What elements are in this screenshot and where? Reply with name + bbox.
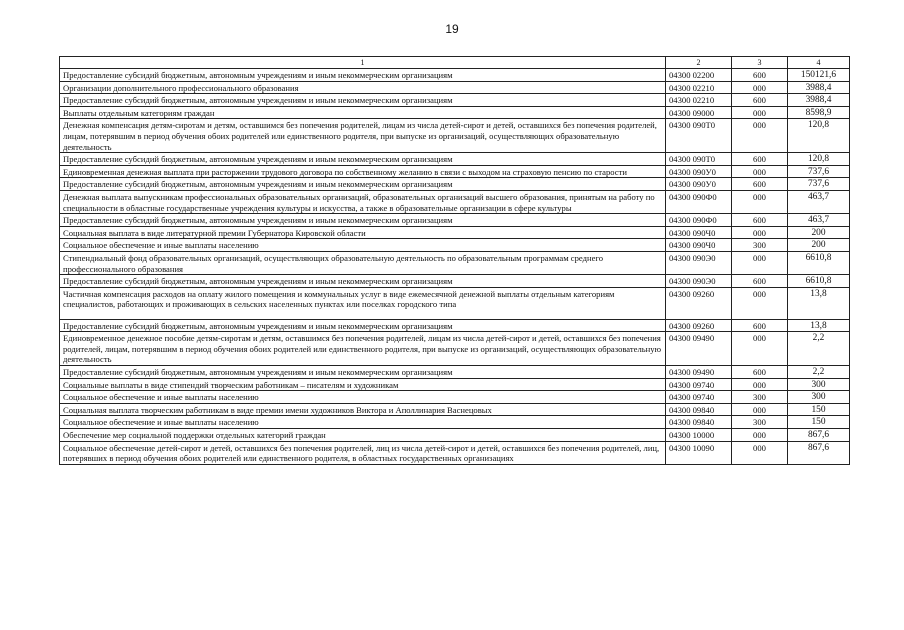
- row-code: 04300 090Ф0: [666, 214, 732, 227]
- row-expense-type: 600: [732, 153, 788, 166]
- row-code: 04300 02200: [666, 69, 732, 82]
- row-sum: 2,2: [788, 332, 850, 366]
- table-row: [60, 239, 850, 252]
- row-name: Социальное обеспечение и иные выплаты населению: [60, 391, 666, 404]
- row-expense-type: 000: [732, 378, 788, 391]
- row-name: Денежная выплата выпускникам профессиональных образовательных организаций, образовательных организаций высшего образования, принятым на работу по специальности в областные государственные учреждения культуры и искусства, а также в образовательные организации в сфере культуры: [60, 190, 666, 213]
- table-body: [60, 69, 850, 465]
- row-sum: 200: [788, 239, 850, 252]
- row-sum: 120,8: [788, 119, 850, 153]
- row-code: 04300 09260: [666, 287, 732, 319]
- table-row: [60, 429, 850, 442]
- row-code: 04300 090Ч0: [666, 239, 732, 252]
- header-col-1: 1: [60, 57, 666, 69]
- row-sum: 150: [788, 416, 850, 429]
- row-code: 04300 090У0: [666, 178, 732, 191]
- row-sum: 867,6: [788, 441, 850, 464]
- row-expense-type: 000: [732, 441, 788, 464]
- row-expense-type: 300: [732, 239, 788, 252]
- table-row: [60, 441, 850, 464]
- row-name: Выплаты отдельным категориям граждан: [60, 106, 666, 119]
- row-sum: 8598,9: [788, 106, 850, 119]
- row-expense-type: 000: [732, 226, 788, 239]
- header-col-4: 4: [788, 57, 850, 69]
- table-row: [60, 287, 850, 319]
- row-name: Предоставление субсидий бюджетным, автономным учреждениям и иным некоммерческим организациям: [60, 94, 666, 107]
- row-sum: 737,6: [788, 165, 850, 178]
- row-name: Частичная компенсация расходов на оплату жилого помещения и коммунальных услуг в виде ежемесячной денежной выплаты отдельным категориям специалистов, работающих и проживающих в сельских населенных пунктах или поселках городского типа: [60, 287, 666, 319]
- row-code: 04300 09740: [666, 378, 732, 391]
- table-row: [60, 226, 850, 239]
- row-code: 04300 10090: [666, 441, 732, 464]
- row-sum: 463,7: [788, 214, 850, 227]
- row-sum: 150: [788, 403, 850, 416]
- table-row: [60, 251, 850, 274]
- row-name: Предоставление субсидий бюджетным, автономным учреждениям и иным некоммерческим организациям: [60, 319, 666, 332]
- table-row: [60, 106, 850, 119]
- row-expense-type: 600: [732, 319, 788, 332]
- row-code: 04300 090У0: [666, 165, 732, 178]
- row-expense-type: 000: [732, 119, 788, 153]
- row-name: Предоставление субсидий бюджетным, автономным учреждениям и иным некоммерческим организациям: [60, 153, 666, 166]
- row-name: Организации дополнительного профессионального образования: [60, 81, 666, 94]
- row-expense-type: 600: [732, 69, 788, 82]
- row-name: Предоставление субсидий бюджетным, автономным учреждениям и иным некоммерческим организациям: [60, 214, 666, 227]
- row-sum: 200: [788, 226, 850, 239]
- row-code: 04300 090Э0: [666, 275, 732, 288]
- row-code: 04300 10000: [666, 429, 732, 442]
- row-expense-type: 000: [732, 403, 788, 416]
- row-sum: 2,2: [788, 366, 850, 379]
- row-expense-type: 000: [732, 429, 788, 442]
- table-row: [60, 94, 850, 107]
- row-name: Предоставление субсидий бюджетным, автономным учреждениям и иным некоммерческим организациям: [60, 275, 666, 288]
- row-sum: 150121,6: [788, 69, 850, 82]
- row-name: Стипендиальный фонд образовательных организаций, осуществляющих образовательную деятельность по образовательным программам среднего профессионального образования: [60, 251, 666, 274]
- table-row: [60, 319, 850, 332]
- row-expense-type: 300: [732, 391, 788, 404]
- table-row: [60, 378, 850, 391]
- row-name: Предоставление субсидий бюджетным, автономным учреждениям и иным некоммерческим организациям: [60, 69, 666, 82]
- table-row: [60, 332, 850, 366]
- table-row: [60, 416, 850, 429]
- row-code: 04300 09840: [666, 416, 732, 429]
- row-sum: 867,6: [788, 429, 850, 442]
- table-row: [60, 69, 850, 82]
- row-sum: 6610,8: [788, 251, 850, 274]
- row-name: Предоставление субсидий бюджетным, автономным учреждениям и иным некоммерческим организациям: [60, 178, 666, 191]
- row-code: 04300 02210: [666, 94, 732, 107]
- row-name: Денежная компенсация детям-сиротам и детям, оставшимся без попечения родителей, лицам из числа детей-сирот и детей, оставшихся без попечения родителей, лицам, потерявшим в период обучения обоих родителей или единственного родителя, при выпуске из организаций, осуществляющих образовательную деятельность: [60, 119, 666, 153]
- table-row: [60, 366, 850, 379]
- row-sum: 3988,4: [788, 81, 850, 94]
- row-expense-type: 000: [732, 165, 788, 178]
- budget-table: [59, 56, 850, 465]
- row-name: Социальное обеспечение детей-сирот и детей, оставшихся без попечения родителей, лиц из числа детей-сирот и детей, оставшихся без попечения родителей, лиц, потерявших в период обучения обоих родителей или единственного родителя, в областных государственных организациях: [60, 441, 666, 464]
- row-expense-type: 000: [732, 287, 788, 319]
- row-expense-type: 000: [732, 332, 788, 366]
- row-sum: 13,8: [788, 319, 850, 332]
- row-expense-type: 000: [732, 81, 788, 94]
- row-code: 04300 09840: [666, 403, 732, 416]
- header-col-3: 3: [732, 57, 788, 69]
- table-row: [60, 178, 850, 191]
- table-row: [60, 403, 850, 416]
- row-expense-type: 600: [732, 275, 788, 288]
- page-number: 19: [445, 22, 459, 36]
- row-sum: 120,8: [788, 153, 850, 166]
- table-row: [60, 190, 850, 213]
- row-expense-type: 600: [732, 214, 788, 227]
- row-expense-type: 600: [732, 94, 788, 107]
- table-row: [60, 165, 850, 178]
- row-code: 04300 02210: [666, 81, 732, 94]
- row-name: Предоставление субсидий бюджетным, автономным учреждениям и иным некоммерческим организациям: [60, 366, 666, 379]
- row-sum: 737,6: [788, 178, 850, 191]
- table-row: [60, 391, 850, 404]
- row-name: Социальное обеспечение и иные выплаты населению: [60, 416, 666, 429]
- row-name: Социальное обеспечение и иные выплаты населению: [60, 239, 666, 252]
- row-expense-type: 000: [732, 190, 788, 213]
- row-code: 04300 090Т0: [666, 153, 732, 166]
- row-code: 04300 090Т0: [666, 119, 732, 153]
- row-sum: 3988,4: [788, 94, 850, 107]
- row-expense-type: 000: [732, 106, 788, 119]
- table-header-row: [60, 57, 850, 69]
- row-name: Социальная выплата творческим работникам в виде премии имени художников Виктора и Аполлинария Васнецовых: [60, 403, 666, 416]
- row-code: 04300 09490: [666, 332, 732, 366]
- row-sum: 6610,8: [788, 275, 850, 288]
- row-expense-type: 000: [732, 251, 788, 274]
- row-name: Социальные выплаты в виде стипендий творческим работникам – писателям и художникам: [60, 378, 666, 391]
- row-sum: 463,7: [788, 190, 850, 213]
- row-sum: 300: [788, 391, 850, 404]
- row-name: Единовременная денежная выплата при расторжении трудового договора по собственному желанию в связи с выходом на страховую пенсию по старости: [60, 165, 666, 178]
- row-code: 04300 09000: [666, 106, 732, 119]
- row-name: Обеспечение мер социальной поддержки отдельных категорий граждан: [60, 429, 666, 442]
- table-row: [60, 119, 850, 153]
- row-code: 04300 09740: [666, 391, 732, 404]
- row-code: 04300 090Ф0: [666, 190, 732, 213]
- table-row: [60, 153, 850, 166]
- row-expense-type: 600: [732, 178, 788, 191]
- row-expense-type: 600: [732, 366, 788, 379]
- row-expense-type: 300: [732, 416, 788, 429]
- row-code: 04300 09490: [666, 366, 732, 379]
- row-name: Социальная выплата в виде литературной премии Губернатора Кировской области: [60, 226, 666, 239]
- table-row: [60, 275, 850, 288]
- row-code: 04300 090Ч0: [666, 226, 732, 239]
- row-code: 04300 09260: [666, 319, 732, 332]
- row-sum: 13,8: [788, 287, 850, 319]
- row-sum: 300: [788, 378, 850, 391]
- table-row: [60, 214, 850, 227]
- table-row: [60, 81, 850, 94]
- header-col-2: 2: [666, 57, 732, 69]
- row-name: Единовременное денежное пособие детям-сиротам и детям, оставшимся без попечения родителей, лицам из числа детей-сирот и детей, оставшихся без попечения родителей, лицам, потерявшим в период обучения обоих родителей или единственного родителя, при выпуске из организаций, осуществляющих образовательную деятельность: [60, 332, 666, 366]
- row-code: 04300 090Э0: [666, 251, 732, 274]
